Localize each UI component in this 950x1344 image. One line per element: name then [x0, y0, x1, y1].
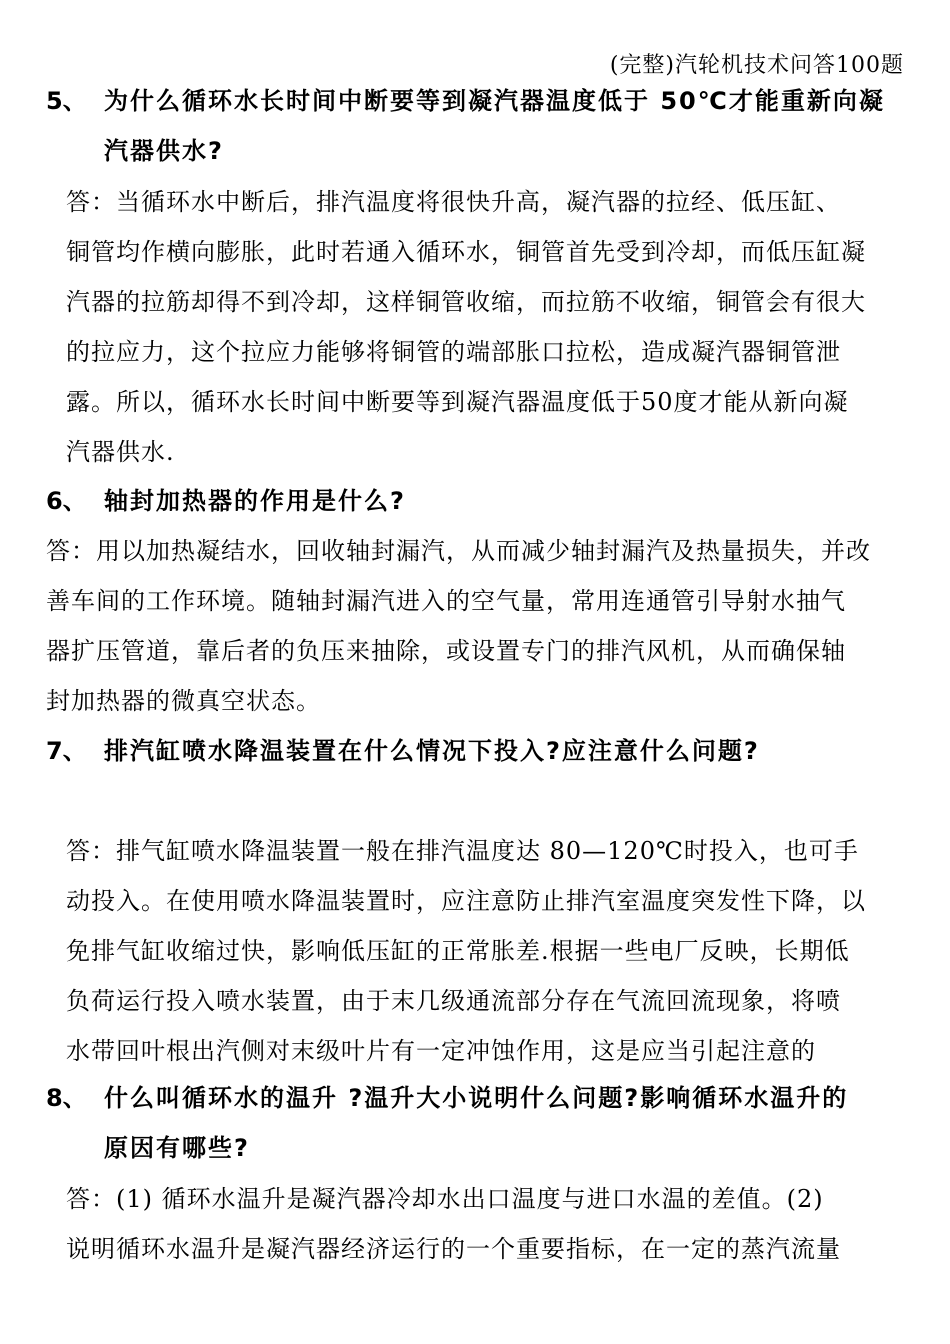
answer-line: 说明循环水温升是凝汽器经济运行的一个重要指标，在一定的蒸汽流量 [66, 1235, 841, 1263]
question-6 [46, 476, 916, 526]
question-5 [46, 76, 916, 176]
question-7 [46, 726, 916, 776]
answer-line: 免排气缸收缩过快，影响低压缸的正常胀差.根据一些电厂反映，长期低 [66, 937, 850, 965]
answer-line: 水带回叶根出汽侧对末级叶片有一定冲蚀作用，这是应当引起注意的 [66, 1037, 816, 1065]
answer-line: 露。所以，循环水长时间中断要等到凝汽器温度低于50度才能从新向凝 [66, 388, 849, 416]
question-line: 排汽缸喷水降温装置在什么情况下投入?应注意什么问题? [104, 737, 760, 765]
question-number: 6、 [46, 487, 87, 515]
question-line: 原因有哪些? [104, 1134, 250, 1162]
question-line: 为什么循环水长时间中断要等到凝汽器温度低于 50℃才能重新向凝 [104, 87, 885, 115]
question-number: 5、 [46, 87, 87, 115]
question-8 [46, 1073, 916, 1173]
answer-line: 答：排气缸喷水降温装置一般在排汽温度达 80—120℃时投入，也可手 [66, 837, 859, 865]
question-line: 汽器供水? [104, 137, 224, 165]
answer-line: 汽器的拉筋却得不到冷却，这样铜管收缩，而拉筋不收缩，铜管会有很大 [66, 288, 866, 316]
answer-line: 的拉应力，这个拉应力能够将铜管的端部胀口拉松，造成凝汽器铜管泄 [66, 338, 841, 366]
answer-8 [66, 1174, 916, 1274]
answer-7 [66, 826, 916, 1076]
answer-6 [46, 526, 916, 726]
question-number: 8、 [46, 1084, 87, 1112]
answer-line: 答：(1) 循环水温升是凝汽器冷却水出口温度与进口水温的差值。(2) [66, 1185, 824, 1213]
answer-line: 器扩压管道，靠后者的负压来抽除，或设置专门的排汽风机，从而确保轴 [46, 637, 846, 665]
answer-line: 善车间的工作环境。随轴封漏汽进入的空气量，常用连通管引导射水抽气 [46, 587, 846, 615]
question-line: 轴封加热器的作用是什么? [104, 487, 406, 515]
answer-5 [66, 177, 916, 477]
answer-line: 负荷运行投入喷水装置，由于末几级通流部分存在气流回流现象，将喷 [66, 987, 841, 1015]
answer-line: 汽器供水. [66, 438, 175, 466]
answer-line: 铜管均作横向膨胀，此时若通入循环水，铜管首先受到冷却，而低压缸凝 [66, 238, 866, 266]
question-number: 7、 [46, 737, 87, 765]
page-header: (完整)汽轮机技术问答100题 [609, 53, 904, 78]
answer-line: 动投入。在使用喷水降温装置时，应注意防止排汽室温度突发性下降，以 [66, 887, 866, 915]
answer-line: 答：用以加热凝结水，回收轴封漏汽，从而减少轴封漏汽及热量损失，并改 [46, 537, 871, 565]
question-line: 什么叫循环水的温升 ?温升大小说明什么问题?影响循环水温升的 [104, 1084, 849, 1112]
answer-line: 答：当循环水中断后，排汽温度将很快升高，凝汽器的拉经、低压缸、 [66, 188, 841, 216]
answer-line: 封加热器的微真空状态。 [46, 687, 321, 715]
